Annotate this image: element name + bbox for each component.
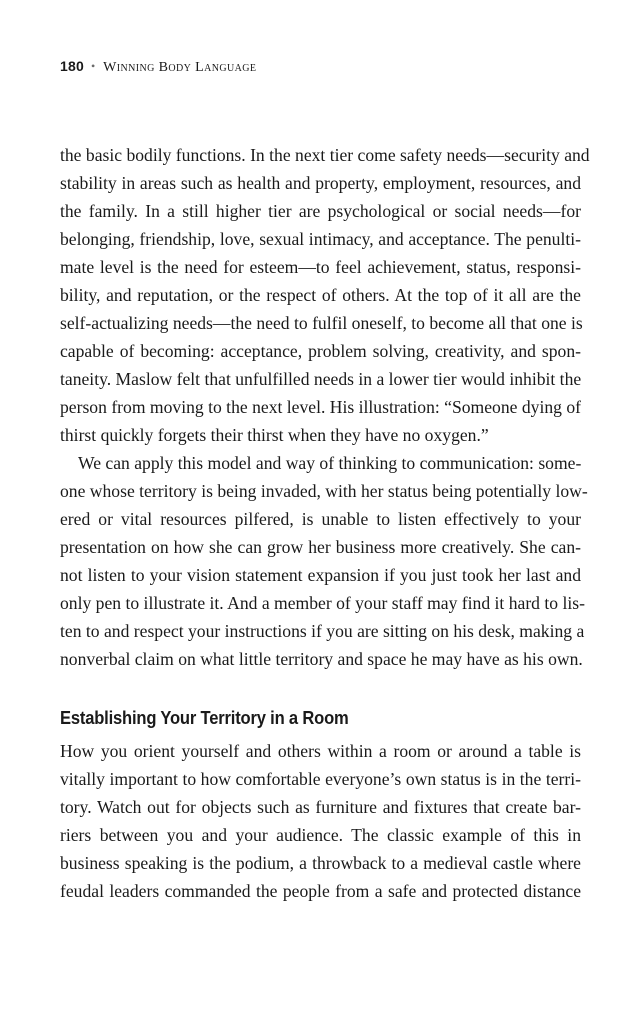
paragraph-maslow-hierarchy [60, 141, 590, 449]
text-line: self-actualizing needs—the need to fulfil oneself, to become all that one is [60, 313, 583, 333]
text-line: vitally important to how comfortable everyone’s own status is in the terri- [60, 769, 581, 789]
text-line: the basic bodily functions. In the next tier come safety needs—security and [60, 145, 590, 165]
text-line: business speaking is the podium, a throwback to a medieval castle where [60, 853, 581, 873]
text-line: riers between you and your audience. The classic example of this in [60, 825, 581, 845]
text-line: How you orient yourself and others within a room or around a table is [60, 741, 581, 761]
text-line: only pen to illustrate it. And a member of your staff may find it hard to lis- [60, 593, 585, 613]
text-line: thirst quickly forgets their thirst when they have no oxygen.” [60, 425, 489, 445]
text-line: nonverbal claim on what little territory and space he may have as his own. [60, 649, 583, 669]
text-line: stability in areas such as health and property, employment, resources, and [60, 173, 581, 193]
text-line: mate level is the need for esteem—to feel achievement, status, responsi- [60, 257, 581, 277]
header-separator: • [90, 59, 96, 73]
text-line: We can apply this model and way of thinking to communication: some- [78, 453, 582, 473]
paragraph-communication [60, 449, 588, 673]
text-line: presentation on how she can grow her business more creatively. She can- [60, 537, 581, 557]
text-line: taneity. Maslow felt that unfulfilled needs in a lower tier would inhibit the [60, 369, 582, 389]
book-title: Winning Body Language [103, 60, 257, 75]
text-line: ered or vital resources pilfered, is unable to listen effectively to your [60, 509, 581, 529]
page-number: 180 [60, 58, 84, 74]
text-line: ten to and respect your instructions if you are sitting on his desk, making a [60, 621, 585, 641]
text-line: feudal leaders commanded the people from a safe and protected distance [60, 881, 581, 901]
running-header [60, 57, 256, 77]
paragraph-territory-room [60, 737, 581, 905]
text-line: belonging, friendship, love, sexual intimacy, and acceptance. The penulti- [60, 229, 581, 249]
section-heading: Establishing Your Territory in a Room [60, 708, 349, 728]
text-line: one whose territory is being invaded, with her status being potentially low- [60, 481, 588, 501]
text-line: bility, and reputation, or the respect of others. At the top of it all are the [60, 285, 581, 305]
text-line: tory. Watch out for objects such as furniture and fixtures that create bar- [60, 797, 581, 817]
text-line: person from moving to the next level. His illustration: “Someone dying of [60, 397, 581, 417]
text-line: not listen to your vision statement expansion if you just took her last and [60, 565, 581, 585]
text-line: the family. In a still higher tier are psychological or social needs—for [60, 201, 581, 221]
text-line: capable of becoming: acceptance, problem solving, creativity, and spon- [60, 341, 581, 361]
